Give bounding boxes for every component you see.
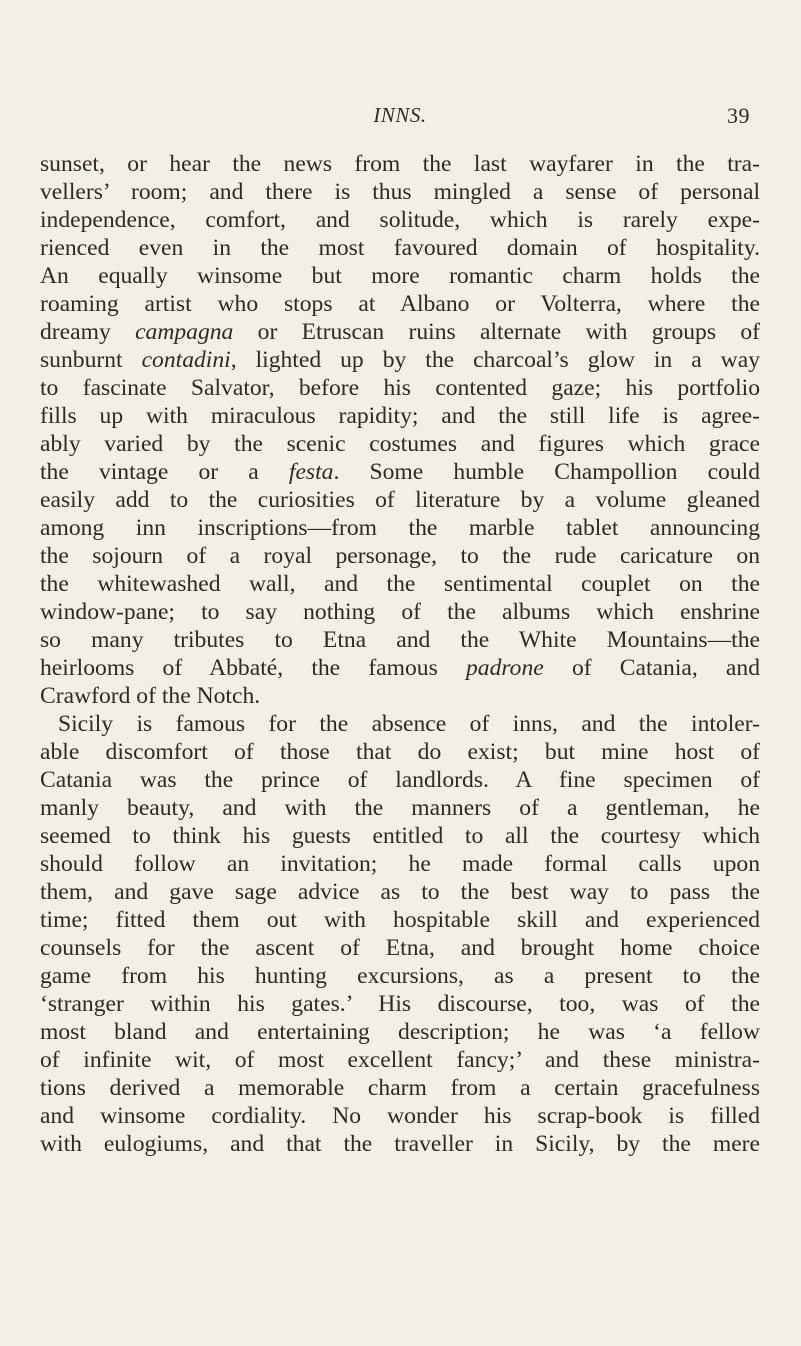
text-line: sunset, or hear the news from the last wayfarer in the tra- <box>40 151 760 177</box>
text-line: the whitewashed wall, and the sentimental couplet on the <box>40 571 760 597</box>
italic-term: campagna <box>135 319 234 345</box>
text-line: window-pane; to say nothing of the albums which enshrine <box>40 599 760 625</box>
text-line: so many tributes to Etna and the White Mountains—the <box>40 627 760 653</box>
text-line: able discomfort of those that do exist; but mine host of <box>40 739 760 765</box>
page-number: 39 <box>727 103 750 128</box>
text-line: sunburnt contadini, lighted up by the charcoal’s glow in a way <box>40 347 760 373</box>
text-line: counsels for the ascent of Etna, and brought home choice <box>40 935 760 961</box>
text-line: Sicily is famous for the absence of inns, and the intoler- <box>58 711 760 737</box>
text-line: heirlooms of Abbaté, the famous padrone of Catania, and <box>40 655 760 681</box>
text-line: seemed to think his guests entitled to all the courtesy which <box>40 823 760 849</box>
text-line: dreamy campagna or Etruscan ruins alternate with groups of <box>40 319 760 345</box>
text-line: time; fitted them out with hospitable skill and experienced <box>40 907 760 933</box>
text-line: Crawford of the Notch. <box>40 683 261 709</box>
body-text <box>40 150 760 1158</box>
text-line: to fascinate Salvator, before his contented gaze; his portfolio <box>40 375 760 401</box>
text-line: and winsome cordiality. No wonder his scrap-book is filled <box>40 1103 760 1129</box>
text-line: independence, comfort, and solitude, which is rarely expe- <box>40 207 760 233</box>
text-line: An equally winsome but more romantic charm holds the <box>40 263 760 289</box>
text-line: Catania was the prince of landlords. A fine specimen of <box>40 767 760 793</box>
text-line: vellers’ room; and there is thus mingled a sense of personal <box>40 179 760 205</box>
text-line: tions derived a memorable charm from a certain gracefulness <box>40 1075 760 1101</box>
text-line: ‘stranger within his gates.’ His discourse, too, was of the <box>40 991 760 1017</box>
text-line: them, and gave sage advice as to the best way to pass the <box>40 879 760 905</box>
text-line: ably varied by the scenic costumes and figures which grace <box>40 431 760 457</box>
text-line: fills up with miraculous rapidity; and the still life is agree- <box>40 403 760 429</box>
italic-term: padrone <box>465 655 544 681</box>
text-line: with eulogiums, and that the traveller in Sicily, by the mere <box>40 1131 760 1157</box>
text-line: game from his hunting excursions, as a present to the <box>40 963 760 989</box>
italic-term: festa <box>288 459 334 485</box>
text-line: the sojourn of a royal personage, to the rude caricature on <box>40 543 760 569</box>
text-line: rienced even in the most favoured domain of hospitality. <box>40 235 760 261</box>
italic-term: contadini <box>141 347 231 373</box>
text-line: the vintage or a festa. Some humble Champollion could <box>40 459 760 485</box>
text-line: easily add to the curiosities of literature by a volume gleaned <box>40 487 760 513</box>
text-line: most bland and entertaining description; he was ‘a fellow <box>40 1019 760 1045</box>
running-head <box>210 103 750 133</box>
text-line: should follow an invitation; he made formal calls upon <box>40 851 760 877</box>
text-line: roaming artist who stops at Albano or Volterra, where the <box>40 291 760 317</box>
text-line: of infinite wit, of most excellent fancy;’ and these ministra- <box>40 1047 760 1073</box>
text-line: among inn inscriptions—from the marble tablet announcing <box>40 515 760 541</box>
running-title: INNS. <box>373 103 427 127</box>
text-line: manly beauty, and with the manners of a gentleman, he <box>40 795 760 821</box>
